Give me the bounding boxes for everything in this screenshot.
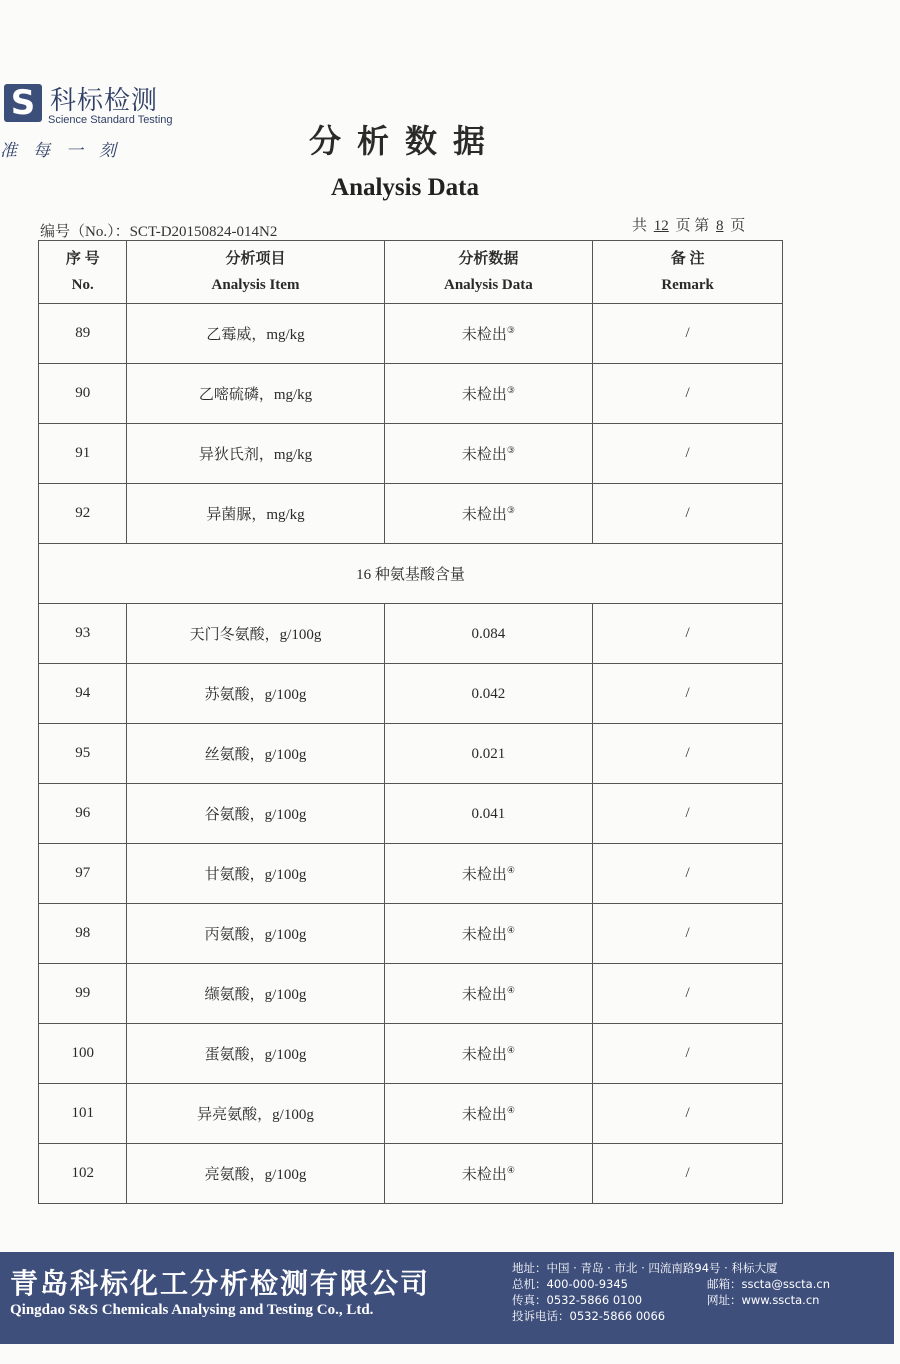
- row-remark: /: [593, 1144, 783, 1204]
- row-data-footnote-mark: ③: [506, 505, 515, 515]
- row-remark: /: [593, 604, 783, 664]
- row-data-footnote-mark: ④: [506, 865, 515, 875]
- page-counter: [632, 214, 745, 235]
- row-remark: /: [593, 904, 783, 964]
- row-data-footnote-mark: ③: [506, 325, 515, 335]
- page-current-suffix: 页: [730, 218, 746, 234]
- row-data: [384, 1084, 593, 1144]
- table-row: [39, 1084, 783, 1144]
- row-item: 异狄氏剂，mg/kg: [127, 424, 384, 484]
- row-data: [384, 844, 593, 904]
- row-data-value: 未检出: [461, 927, 507, 943]
- header-data: 分析数据 Analysis Data: [384, 241, 593, 304]
- section-label: 16 种氨基酸含量: [39, 544, 783, 604]
- page-total-suffix: 页 第: [675, 218, 710, 234]
- row-data-value: 未检出: [461, 867, 507, 883]
- row-item: 乙霉威，mg/kg: [127, 304, 384, 364]
- row-data: [384, 364, 593, 424]
- row-remark: /: [593, 1024, 783, 1084]
- row-item: 丝氨酸，g/100g: [127, 724, 384, 784]
- table-row: [39, 364, 783, 424]
- row-item: 天门冬氨酸，g/100g: [127, 604, 384, 664]
- row-no: 95: [39, 724, 127, 784]
- report-number-label: 编号（No.）：: [40, 224, 130, 240]
- row-item: 乙嘧硫磷，mg/kg: [127, 364, 384, 424]
- row-data: [384, 964, 593, 1024]
- row-remark: /: [593, 364, 783, 424]
- row-data: [384, 304, 593, 364]
- logo-name-cn: 科标检测: [50, 86, 159, 116]
- table-row: [39, 484, 783, 544]
- row-remark: /: [593, 484, 783, 544]
- row-no: 101: [39, 1084, 127, 1144]
- row-data: [384, 724, 593, 784]
- report-number: [40, 220, 277, 241]
- table-body-pesticides: [39, 304, 783, 544]
- row-data-value: 未检出: [461, 387, 507, 403]
- row-data-value: 未检出: [461, 1047, 507, 1063]
- row-no: 102: [39, 1144, 127, 1204]
- row-data-value: 未检出: [461, 987, 507, 1003]
- row-remark: /: [593, 424, 783, 484]
- footer-fax: 传真：0532-5866 0100: [512, 1293, 643, 1307]
- row-data-footnote-mark: ④: [506, 1165, 515, 1175]
- row-item: 蛋氨酸，g/100g: [127, 1024, 384, 1084]
- row-item: 缬氨酸，g/100g: [127, 964, 384, 1024]
- row-no: 92: [39, 484, 127, 544]
- page-title-en: Analysis Data: [331, 174, 479, 201]
- footer-company-cn: 青岛科标化工分析检测有限公司: [10, 1267, 431, 1300]
- row-no: 96: [39, 784, 127, 844]
- row-data: [384, 424, 593, 484]
- row-no: 93: [39, 604, 127, 664]
- row-data-footnote-mark: ③: [506, 445, 515, 455]
- row-no: 99: [39, 964, 127, 1024]
- row-data-value: 未检出: [461, 507, 507, 523]
- row-remark: /: [593, 784, 783, 844]
- table-row: [39, 904, 783, 964]
- row-data-footnote-mark: ④: [506, 1105, 515, 1115]
- row-data-value: 未检出: [461, 1167, 507, 1183]
- row-data: [384, 1144, 593, 1204]
- row-data: [384, 1024, 593, 1084]
- row-item: 异菌脲，mg/kg: [127, 484, 384, 544]
- row-data-value: 未检出: [461, 1107, 507, 1123]
- row-data: [384, 784, 593, 844]
- table-header-row: [39, 241, 783, 304]
- logo-mark: S: [4, 84, 42, 122]
- row-item: 谷氨酸，g/100g: [127, 784, 384, 844]
- row-data-value: 未检出: [461, 447, 507, 463]
- footer-contact: [512, 1260, 830, 1324]
- row-remark: /: [593, 664, 783, 724]
- logo-slogan: 准每一刻: [0, 141, 132, 161]
- table-row: [39, 784, 783, 844]
- row-no: 97: [39, 844, 127, 904]
- table-row: [39, 724, 783, 784]
- row-data: [384, 604, 593, 664]
- table-row: [39, 1024, 783, 1084]
- row-no: 98: [39, 904, 127, 964]
- row-data-value: 0.041: [471, 806, 506, 822]
- footer-phone: 总机：400-000-9345: [512, 1277, 628, 1291]
- row-no: 94: [39, 664, 127, 724]
- row-remark: /: [593, 964, 783, 1024]
- row-remark: /: [593, 1084, 783, 1144]
- analysis-table: [38, 240, 783, 1204]
- logo-name-en: Science Standard Testing: [48, 114, 173, 126]
- footer-banner: [0, 1252, 894, 1344]
- table-row: [39, 424, 783, 484]
- row-no: 91: [39, 424, 127, 484]
- row-item: 亮氨酸，g/100g: [127, 1144, 384, 1204]
- footer-company-en: Qingdao S&S Chemicals Analysing and Testing Co., Ltd.: [10, 1302, 374, 1318]
- row-remark: /: [593, 304, 783, 364]
- footer-complaint: 投诉电话：0532-5866 0066: [512, 1309, 666, 1323]
- header-no: 序 号 No.: [39, 241, 127, 304]
- row-data-footnote-mark: ④: [506, 1045, 515, 1055]
- row-remark: /: [593, 844, 783, 904]
- footer-email: 邮箱：sscta@sscta.cn: [707, 1277, 830, 1291]
- section-row: [39, 544, 783, 604]
- page-total: 12: [653, 218, 669, 234]
- row-item: 丙氨酸，g/100g: [127, 904, 384, 964]
- header-item: 分析项目 Analysis Item: [127, 241, 384, 304]
- row-data-value: 0.084: [471, 626, 506, 642]
- report-number-value: SCT-D20150824-014N2: [129, 224, 278, 240]
- row-no: 89: [39, 304, 127, 364]
- page-current: 8: [716, 218, 724, 234]
- table-row: [39, 844, 783, 904]
- header-remark: 备 注 Remark: [593, 241, 783, 304]
- row-item: 甘氨酸，g/100g: [127, 844, 384, 904]
- row-data-value: 0.042: [471, 686, 506, 702]
- row-data-footnote-mark: ④: [506, 985, 515, 995]
- row-remark: /: [593, 724, 783, 784]
- row-data: [384, 904, 593, 964]
- table-body-amino-acids: [39, 604, 783, 1204]
- row-data-value: 未检出: [461, 327, 507, 343]
- page-title-cn: 分析数据: [308, 122, 501, 160]
- footer-address: 地址：中国 · 青岛 · 市北 · 四流南路94号 · 科标大厦: [512, 1261, 778, 1275]
- table-row: [39, 304, 783, 364]
- table-row: [39, 1144, 783, 1204]
- row-item: 异亮氨酸，g/100g: [127, 1084, 384, 1144]
- footer-website: 网址：www.sscta.cn: [707, 1293, 820, 1307]
- row-no: 90: [39, 364, 127, 424]
- row-data-footnote-mark: ③: [506, 385, 515, 395]
- table-row: [39, 964, 783, 1024]
- row-data-footnote-mark: ④: [506, 925, 515, 935]
- row-data-value: 0.021: [471, 746, 506, 762]
- row-data: [384, 664, 593, 724]
- page-total-prefix: 共: [632, 218, 648, 234]
- table-section: [39, 544, 783, 604]
- row-item: 苏氨酸，g/100g: [127, 664, 384, 724]
- row-data: [384, 484, 593, 544]
- table-row: [39, 604, 783, 664]
- row-no: 100: [39, 1024, 127, 1084]
- table-row: [39, 664, 783, 724]
